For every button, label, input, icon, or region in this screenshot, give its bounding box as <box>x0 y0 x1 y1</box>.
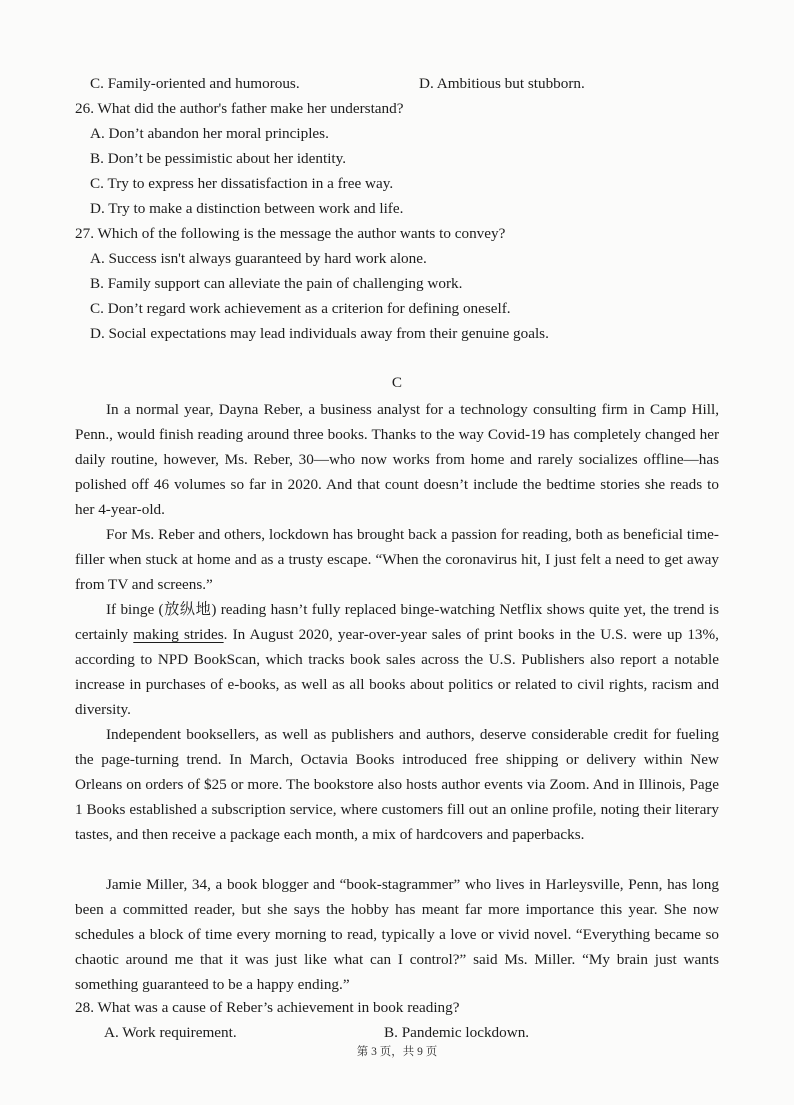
q27-question: 27. Which of the following is the message the author wants to convey? <box>75 225 506 242</box>
passage-paragraph-2: For Ms. Reber and others, lockdown has brought back a passion for reading, both as beneficial time-filler when stuck at home and as a trusty escape. “When the coronavirus hit, I just felt a need to get away from TV and screens.” <box>75 526 719 593</box>
q26-question: 26. What did the author's father make her understand? <box>75 100 404 117</box>
passage-paragraph-5: Jamie Miller, 34, a book blogger and “book-stagrammer” who lives in Harleysville, Penn, has long been a committed reader, but she says the hobby has meant far more importance this year. She now schedules a block of time every morning to read, typically a love or vivid novel. “Everything became so chaotic around me that it was just like what can I control?” said Ms. Miller. “My brain just wants something guaranteed to be a happy ending.” <box>75 876 719 993</box>
passage-paragraph-1: In a normal year, Dayna Reber, a business analyst for a technology consulting firm in Camp Hill, Penn., would finish reading around three books. Thanks to the way Covid-19 has completely changed her daily routine, however, Ms. Reber, 30—who now works from home and rarely socializes offline—has polished off 46 volumes so far in 2020. And that count doesn’t include the bedtime stories she reads to her 4-year-old. <box>75 401 719 518</box>
underlined-phrase: making strides <box>133 626 224 643</box>
q27-option-c: C. Don’t regard work achievement as a criterion for defining oneself. <box>90 300 511 317</box>
q26-option-b: B. Don’t be pessimistic about her identity. <box>90 150 347 167</box>
q25-option-d: D. Ambitious but stubborn. <box>419 75 585 92</box>
passage-paragraph-4: Independent booksellers, as well as publishers and authors, deserve considerable credit for fueling the page-turning trend. In March, Octavia Books introduced free shipping or delivery within New Orleans on orders of $25 or more. The bookstore also hosts author events via Zoom. And in Illinois, Page 1 Books established a subscription service, where customers fill out an online profile, noting their literary tastes, and then receive a package each month, a mix of hardcovers and paperbacks. <box>75 726 719 843</box>
passage-paragraph-3 <box>75 597 719 722</box>
section-label: C <box>391 374 403 391</box>
paragraph-3-text-end: . In August 2020, year-over-year sales of print books in the U.S. were up 13%, according to NPD BookScan, which tracks book sales across the U.S. Publishers also report a notable increase in purchases of e-books, as well as all books about politics or related to civil rights, racism and diversity. <box>75 626 719 718</box>
q26-option-a: A. Don’t abandon her moral principles. <box>90 125 329 142</box>
q27-option-b: B. Family support can alleviate the pain of challenging work. <box>90 275 463 292</box>
q26-option-c: C. Try to express her dissatisfaction in a free way. <box>90 175 394 192</box>
q26-option-d: D. Try to make a distinction between work and life. <box>90 200 404 217</box>
q27-option-d: D. Social expectations may lead individuals away from their genuine goals. <box>90 325 549 342</box>
q27-option-a: A. Success isn't always guaranteed by hard work alone. <box>90 250 427 267</box>
q25-option-c: C. Family-oriented and humorous. <box>90 75 300 92</box>
q28-question: 28. What was a cause of Reber’s achievement in book reading? <box>75 999 460 1016</box>
page-footer: 第 3 页，共 9 页 <box>356 1046 438 1058</box>
paragraph-3-text-start: If binge (放纵地) reading hasn’t fully replaced binge-watching Netflix shows quite yet, the trend is certainly <box>75 601 719 643</box>
q28-option-b: B. Pandemic lockdown. <box>384 1024 530 1041</box>
q28-option-a: A. Work requirement. <box>104 1024 237 1041</box>
